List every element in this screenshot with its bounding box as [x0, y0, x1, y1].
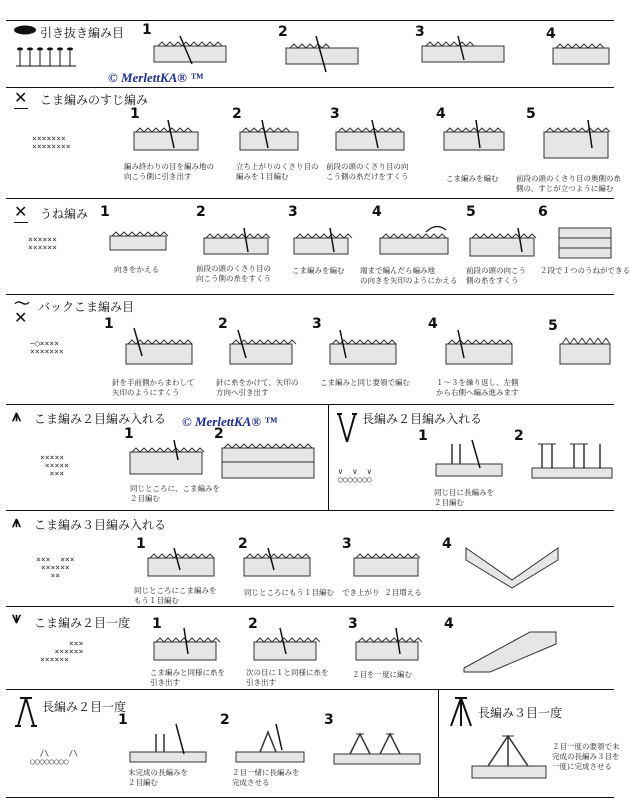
step-number: 2 — [278, 24, 288, 40]
stitch-chart-icon: /\ /\ ○○○○○○○○ — [30, 749, 79, 766]
step-number: 3 — [415, 24, 425, 40]
step-illustration — [250, 628, 320, 664]
step-illustration — [556, 222, 614, 262]
step-number: 1 — [152, 616, 162, 632]
step-illustration — [350, 548, 422, 580]
step-illustration — [330, 724, 424, 768]
stitch-chart-icon: ××××××× ×××××××× — [32, 134, 71, 151]
back-loop-underline-icon — [14, 108, 28, 109]
step-illustration — [440, 118, 508, 154]
step-caption: 編み終わりの目を編み地の 向こう側に引き出す — [124, 162, 214, 181]
step-number: 3 — [288, 204, 298, 220]
step-number: 4 — [372, 204, 382, 220]
step-illustration — [530, 436, 614, 482]
step-number: 2 — [196, 204, 206, 220]
slip-stitch-chart-icon — [14, 44, 84, 70]
section-title: こま編み３目編み入れる — [34, 518, 167, 532]
step-illustration — [418, 34, 508, 68]
single-crochet-symbol-icon: ✕ — [14, 308, 28, 327]
step-illustration — [218, 438, 318, 484]
step-number: 2 — [238, 536, 248, 552]
section-title: こま編み２目一度 — [34, 616, 131, 630]
section-title: 長編み３目一度 — [478, 706, 563, 720]
section-divider — [6, 198, 614, 199]
step-number: 5 — [548, 318, 558, 334]
step-number: 4 — [442, 536, 452, 552]
step-illustration — [376, 222, 452, 260]
step-illustration — [150, 628, 220, 664]
step-caption: 同じところに、こま編みを ２目編む — [130, 484, 220, 503]
step-number: 2 — [232, 106, 242, 122]
step-number: 2 — [218, 316, 228, 332]
step-caption: 立ち上がりのくさり目の 編みを１目編む — [236, 162, 319, 181]
step-number: 1 — [142, 22, 152, 38]
section-divider — [6, 797, 614, 798]
step-number: 3 — [348, 616, 358, 632]
section-divider — [6, 689, 614, 690]
step-caption: 同じ目に長編みを ２目編む — [434, 488, 494, 507]
step-number: 4 — [436, 106, 446, 122]
stitch-chart-icon: ×××××× ×××××× — [28, 235, 57, 252]
step-caption: 次の目に１と同様に糸を 引き出す — [246, 668, 329, 687]
step-caption: 前段の頭のくさり目の奥側の糸 側の、すじが立つように編む — [516, 174, 621, 193]
section-title: 長編み２目一度 — [42, 700, 127, 714]
step-caption: こま編みと同様に糸を 引き出す — [150, 668, 225, 687]
dc-decrease-symbol-icon — [14, 694, 38, 728]
step-illustration — [144, 548, 218, 580]
step-illustration — [232, 724, 308, 764]
single-crochet-symbol-icon: ✕ — [14, 202, 28, 221]
step-number: 3 — [312, 316, 322, 332]
step-caption: 未完成の長編みを ２目編む — [128, 768, 188, 787]
tilde-symbol-icon: 〜 — [14, 294, 31, 313]
step-caption: 同じところにもう１目編む — [244, 588, 334, 597]
sc-three-increase-symbol-icon: ⩚ — [12, 512, 22, 531]
section-title: 長編み２目編み入れる — [362, 412, 483, 426]
step-caption: ２目を一度に編む — [352, 670, 412, 679]
step-number: 4 — [546, 26, 556, 42]
step-number: 1 — [136, 536, 146, 552]
step-illustration — [466, 226, 538, 260]
step-number: 3 — [342, 536, 352, 552]
dc-three-decrease-symbol-icon — [448, 694, 474, 728]
stitch-chart-icon: ~○×××× ××××××× — [30, 339, 64, 356]
watermark: © MerlettKA® ™ — [108, 70, 204, 85]
section-divider — [6, 404, 614, 405]
step-illustration — [556, 332, 614, 368]
step-number: 3 — [324, 712, 334, 728]
single-crochet-symbol-icon: ✕ — [14, 88, 28, 107]
dc-increase-symbol-icon — [336, 410, 358, 444]
step-number: 2 — [514, 428, 524, 444]
step-caption: 端まで編んだら編み地 の向きを矢印のようにかえる — [360, 266, 458, 285]
step-number: 5 — [526, 106, 536, 122]
step-illustration — [240, 548, 314, 580]
step-number: 6 — [538, 204, 548, 220]
step-caption: 向きをかえる — [114, 265, 159, 274]
step-caption: こま編みを編む — [292, 266, 345, 275]
step-caption: ２目一緒に長編みを 完成させる — [232, 768, 300, 787]
step-illustration — [440, 328, 516, 368]
step-number: 4 — [428, 316, 438, 332]
section-title: 引き抜き編み目 — [40, 26, 125, 40]
section-title: うね編み — [40, 207, 89, 221]
step-caption: １～３を繰り返し、左側 から右側へ編み進みます — [436, 378, 519, 397]
step-caption: でき上がり ２目増える — [342, 588, 422, 597]
stitch-chart-icon: ××× ××× ×××××× ×× — [36, 555, 75, 580]
step-number: 2 — [220, 712, 230, 728]
step-number: 1 — [104, 316, 114, 332]
step-illustration — [540, 118, 612, 162]
step-illustration — [224, 328, 296, 368]
step-illustration — [126, 724, 210, 764]
step-illustration — [462, 540, 562, 590]
section-divider — [6, 510, 614, 511]
column-divider — [328, 404, 329, 510]
step-number: 1 — [118, 712, 128, 728]
step-number: 3 — [330, 106, 340, 122]
step-illustration — [332, 118, 408, 154]
back-loop-underline-icon — [14, 222, 28, 223]
step-illustration — [120, 326, 196, 368]
step-caption: こま編みと同じ要領で編む — [320, 378, 410, 387]
step-number: 2 — [248, 616, 258, 632]
sc-increase-symbol-icon: ⩚ — [12, 406, 22, 425]
step-illustration — [200, 226, 272, 260]
step-caption: 同じところにこま編みを もう１目編む — [134, 586, 217, 605]
step-caption: 針に糸をかけて、矢印の 方向へ引き出す — [216, 378, 299, 397]
step-illustration — [282, 34, 362, 74]
step-illustration — [290, 226, 352, 260]
step-caption: ２目一度の要領で未 完成の長編み３目を 一度に完成させる — [552, 742, 620, 771]
stitch-chart-icon: ××× ×××××× ×××××× — [40, 639, 84, 664]
step-caption: 前段の頭のくさり目の 向こう側の糸をすくう — [196, 264, 271, 283]
step-illustration — [352, 628, 422, 664]
section-title: バックこま編み目 — [38, 300, 135, 314]
section-divider — [6, 294, 614, 295]
step-number: 1 — [100, 204, 110, 220]
step-number: 1 — [124, 426, 134, 442]
section-divider — [6, 87, 614, 88]
step-caption: 前段の頭の向こう 側の糸をすくう — [466, 266, 526, 285]
sc-decrease-symbol-icon: ⩛ — [12, 608, 22, 627]
step-caption: ２段で１つのうねができる — [540, 266, 630, 275]
section-divider — [6, 20, 614, 21]
step-illustration — [550, 40, 612, 70]
section-title: こま編みのすじ編み — [40, 93, 149, 107]
step-illustration — [150, 34, 230, 68]
step-illustration — [130, 118, 202, 154]
step-illustration — [460, 624, 560, 674]
watermark: © MerlettKA® ™ — [182, 414, 278, 429]
section-title: こま編み２目編み入れる — [34, 412, 167, 426]
step-number: 2 — [214, 426, 224, 442]
step-illustration — [126, 440, 206, 478]
step-number: 1 — [418, 428, 428, 444]
stitch-chart-icon: ∨ ∨ ∨ ○○○○○○○ — [338, 467, 372, 484]
step-caption: 針を手前側からまわして 矢印のようにすくう — [112, 378, 195, 397]
column-divider — [438, 689, 439, 797]
step-number: 1 — [130, 106, 140, 122]
section-divider — [6, 606, 614, 607]
step-illustration — [236, 118, 302, 154]
step-illustration — [324, 328, 400, 368]
step-number: 5 — [466, 204, 476, 220]
step-illustration — [468, 726, 550, 782]
step-caption: こま編みを編む — [446, 174, 499, 183]
step-caption: 前段の頭のくさり目の向 こう側の糸だけをすくう — [326, 162, 409, 181]
slip-stitch-symbol-icon — [12, 24, 38, 36]
stitch-chart-icon: ××××× ××××× ××× — [40, 453, 69, 478]
step-illustration — [432, 438, 506, 480]
step-illustration — [106, 228, 170, 254]
step-number: 4 — [444, 616, 454, 632]
